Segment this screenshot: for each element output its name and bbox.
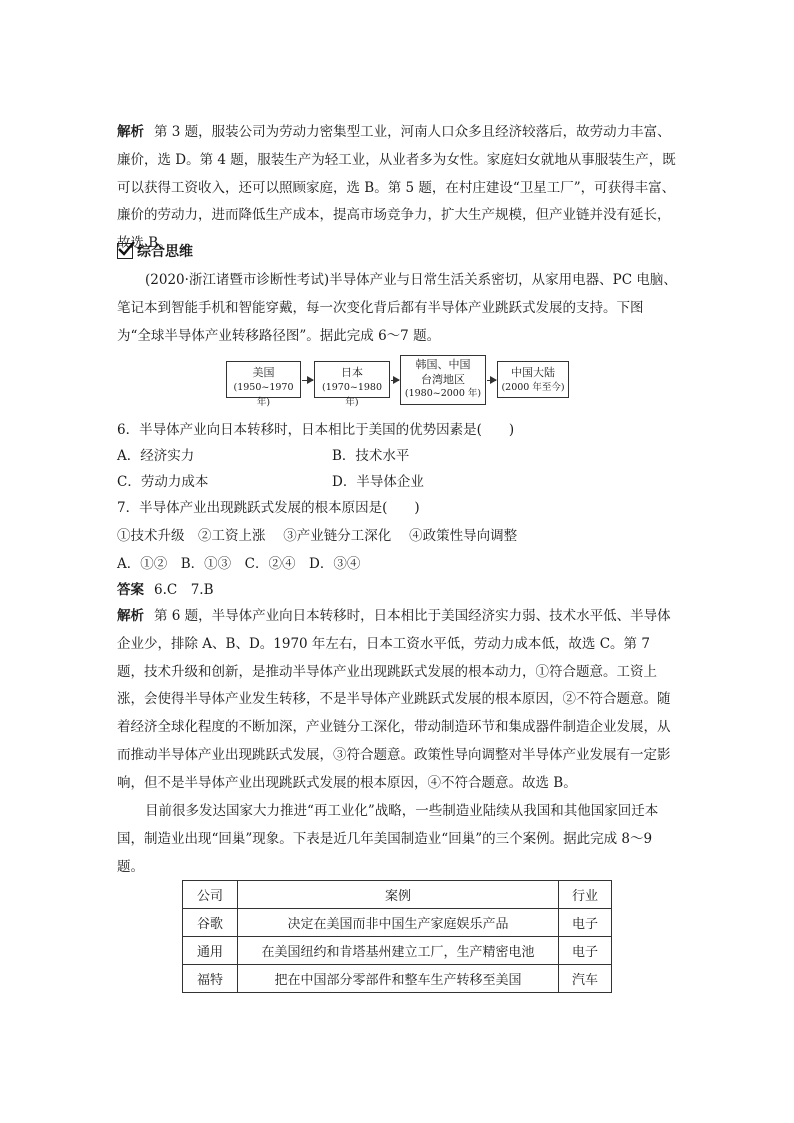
table-cell: 电子 — [559, 909, 612, 937]
option-a: A．经济实力 — [117, 448, 195, 464]
explanation-label: 解析 — [117, 124, 144, 140]
flow-box-name: 韩国、中国 — [415, 358, 471, 371]
explanation-text: 第 6 题，半导体产业向日本转移时，日本相比于美国经济实力弱、技术水平低、半导体企业少，排除 A、B、D。1970 年左右，日本工资水平低，劳动力成本低，故选 C。第 7 题，技术升级和创新，是推动半导体产业出现跳跃式发展的根本动力，①符合题意。工资上涨，会使得半导体产业发生转移，不是半导体产业跳跃式发展的根本原因，②不符合题意。随着经济全球化程度的不断加深，产业链分工深化，带动制造环节和集成器件制造企业发展，从而推动半导体产业出现跳跃式发展，③符合题意。政策性导向调整对半导体产业发展有一定影响，但不是半导体产业出现跳跃式发展的根本原因，④不符合题意。故选 B。 — [117, 608, 671, 791]
table-header-row — [183, 881, 612, 909]
explanation-paragraph-2 — [117, 603, 677, 798]
answer-line — [117, 580, 214, 600]
table-header-cell: 行业 — [559, 881, 612, 909]
flow-box-korea-taiwan — [400, 355, 486, 405]
flow-box-period: (1950~1970 年) — [233, 382, 294, 408]
intro-paragraph: (2020·浙江诸暨市诊断性考试)半导体产业与日常生活关系密切，从家用电器、PC 电脑、笔记本到智能手机和智能穿戴，每一次变化背后都有半导体产业跳跃式发展的支持。下图为“全球半导体产业转移路径图”。据此完成 6～7 题。 — [117, 272, 677, 344]
flow-box-period: (1980~2000 年) — [404, 388, 482, 399]
answer-label: 答案 — [117, 582, 144, 598]
flow-box-japan — [314, 361, 390, 408]
option-c: C．劳动力成本 — [117, 474, 209, 490]
flow-box-period: (1970~1980 年) — [321, 382, 383, 408]
table-cell: 谷歌 — [183, 909, 238, 937]
section-heading — [117, 241, 193, 261]
intro-paragraph-2: 目前很多发达国家大力推进“再工业化”战略，一些制造业陆续从我国和其他国家回迁本国，制造业出现“回巢”现象。下表是近几年美国制造业“回巢”的三个案例。据此完成 8～9 题。 — [117, 803, 659, 875]
arrow-right-icon — [487, 380, 496, 381]
explanation-text: 第 3 题，服装公司为劳动力密集型工业，河南人口众多且经济较落后，故劳动力丰富、廉价，选 D。第 4 题，服装生产为轻工业，从业者多为女性。家庭妇女就地从事服装生产，既可以获得工资收入，还可以照顾家庭，选 B。第 5 题，在村庄建设“卫星工厂”，可获得丰富、廉价的劳动力，进而降低生产成本，提高市场竞争力，扩大生产规模，但产业链并没有延长，故选 B。 — [117, 124, 676, 252]
table-cell: 汽车 — [559, 965, 612, 993]
flow-box-name: 台湾地区 — [421, 372, 465, 386]
check-square-icon — [117, 243, 133, 259]
table-cell: 福特 — [183, 965, 238, 993]
answer-text: 6.C 7.B — [154, 582, 214, 598]
flow-box-period: (2000 年至今) — [501, 382, 565, 393]
arrow-right-icon — [391, 380, 399, 381]
option-d: D．半导体企业 — [332, 474, 424, 490]
transfer-flow-diagram — [226, 355, 576, 408]
table-cell: 把在中国部分零部件和整车生产转移至美国 — [238, 965, 559, 993]
table-row — [183, 965, 612, 993]
flow-box-mainland-china — [497, 361, 569, 398]
table-cell: 在美国纽约和肯塔基州建立工厂，生产精密电池 — [238, 937, 559, 965]
explanation-paragraph-1 — [117, 119, 677, 258]
option-b: B．技术水平 — [332, 448, 410, 464]
question-7-options: A．①② B．①③ C．②④ D．③④ — [117, 556, 361, 572]
explanation-label: 解析 — [117, 608, 144, 624]
table-header-cell: 公司 — [183, 881, 238, 909]
flow-box-name: 日本 — [341, 366, 363, 379]
question-6-stem: 6．半导体产业向日本转移时，日本相比于美国的优势因素是( ) — [117, 422, 515, 438]
flow-box-name: 中国大陆 — [511, 366, 555, 379]
arrow-right-icon — [302, 380, 313, 381]
table-row — [183, 937, 612, 965]
table-cell: 电子 — [559, 937, 612, 965]
table-cell: 决定在美国而非中国生产家庭娱乐产品 — [238, 909, 559, 937]
section-title: 综合思维 — [137, 244, 193, 260]
table-header-cell: 案例 — [238, 881, 559, 909]
question-6-options-row-1 — [117, 446, 409, 466]
table-row — [183, 909, 612, 937]
question-6-options-row-2 — [117, 472, 424, 492]
flow-box-usa — [226, 361, 301, 408]
table-cell: 通用 — [183, 937, 238, 965]
question-7-stem: 7．半导体产业出现跳跃式发展的根本原因是( ) — [117, 500, 420, 516]
cases-table — [182, 880, 612, 993]
flow-box-name: 美国 — [252, 366, 275, 379]
question-7-items: ①技术升级 ②工资上涨 ③产业链分工深化 ④政策性导向调整 — [117, 528, 518, 544]
